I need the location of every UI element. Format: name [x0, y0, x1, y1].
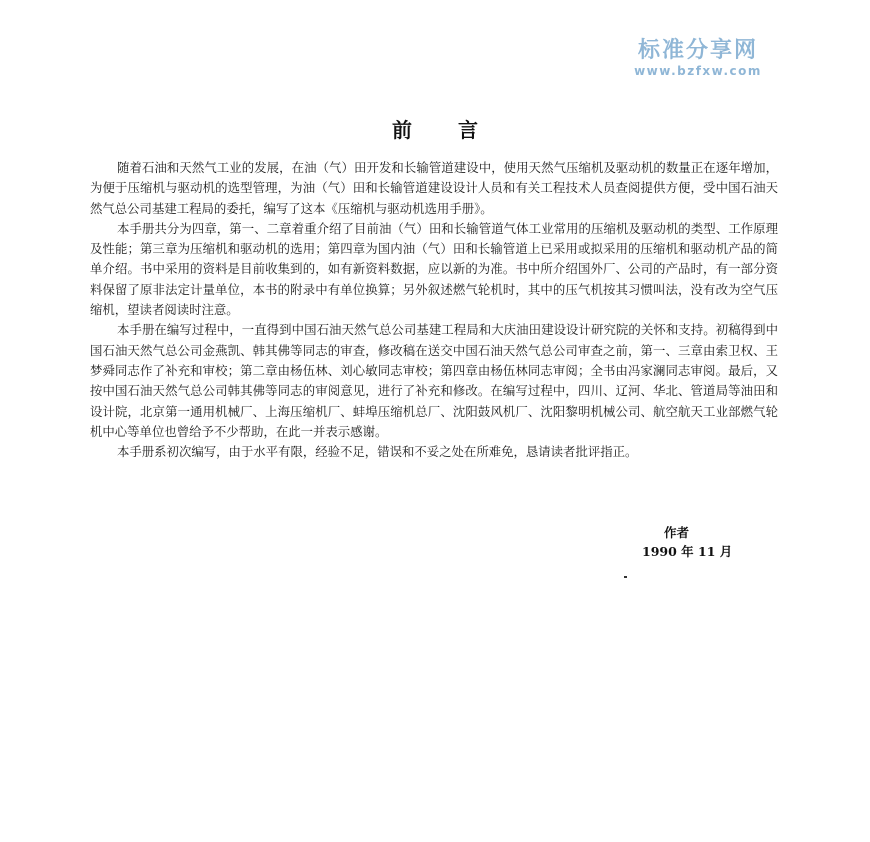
- page-title: 前言: [392, 118, 524, 142]
- paragraph-3: 本手册在编写过程中，一直得到中国石油天然气总公司基建工程局和大庆油田建设设计研究院的关怀和支持。初稿得到中国石油天然气总公司金燕凯、韩其佛等同志的审查，修改稿在送交中国石油天然气总公司审查之前，第一、三章由索卫权、王梦舜同志作了补充和审校；第二章由杨伍林、刘心敏同志审校；第四章由杨伍林同志审阅；全书由冯家澜同志审阅。最后，又按中国石油天然气总公司韩其佛等同志的审阅意见，进行了补充和修改。在编写过程中，四川、辽河、华北、管道局等油田和设计院，北京第一通用机械厂、上海压缩机厂、蚌埠压缩机总厂、沈阳鼓风机厂、沈阳黎明机械公司、航空航天工业部燃气轮机中心等单位也曾给予不少帮助，在此一并表示感谢。: [90, 322, 778, 439]
- watermark-logo: [608, 38, 788, 78]
- preface-body: [90, 158, 778, 462]
- watermark-url: www.bzfxw.com: [634, 64, 762, 78]
- watermark-name: 标准分享网: [637, 38, 758, 63]
- scan-speck: [624, 576, 627, 578]
- paragraph-2: 本手册共分为四章，第一、二章着重介绍了目前油（气）田和长输管道气体工业常用的压缩机及驱动机的类型、工作原理及性能；第三章为压缩机和驱动机的选用；第四章为国内油（气）田和长输管道上已采用或拟采用的压缩机和驱动机产品的简单介绍。书中采用的资料是目前收集到的，如有新资料数据，应以新的为准。书中所介绍国外厂、公司的产品时，有一部分资料保留了原非法定计量单位，本书的附录中有单位换算；另外叙述燃气轮机时，其中的压气机按其习惯叫法，没有改为空气压缩机，望读者阅读时注意。: [90, 220, 778, 318]
- paragraph-4: 本手册系初次编写，由于水平有限，经验不足，错误和不妥之处在所难免，恳请读者批评指正。: [117, 444, 638, 460]
- paragraph-1: 随着石油和天然气工业的发展，在油（气）田开发和长输管道建设中，使用天然气压缩机及驱动机的数量正在逐年增加，为便于压缩机与驱动机的选型管理，为油（气）田和长输管道建设设计人员和有关工程技术人员查阅提供方便，受中国石油天然气总公司基建工程局的委托，编写了这本《压缩机与驱动机选用手册》。: [90, 160, 778, 216]
- signature-date: 1990 年 11 月: [642, 544, 733, 559]
- signature-author: 作者: [664, 525, 690, 540]
